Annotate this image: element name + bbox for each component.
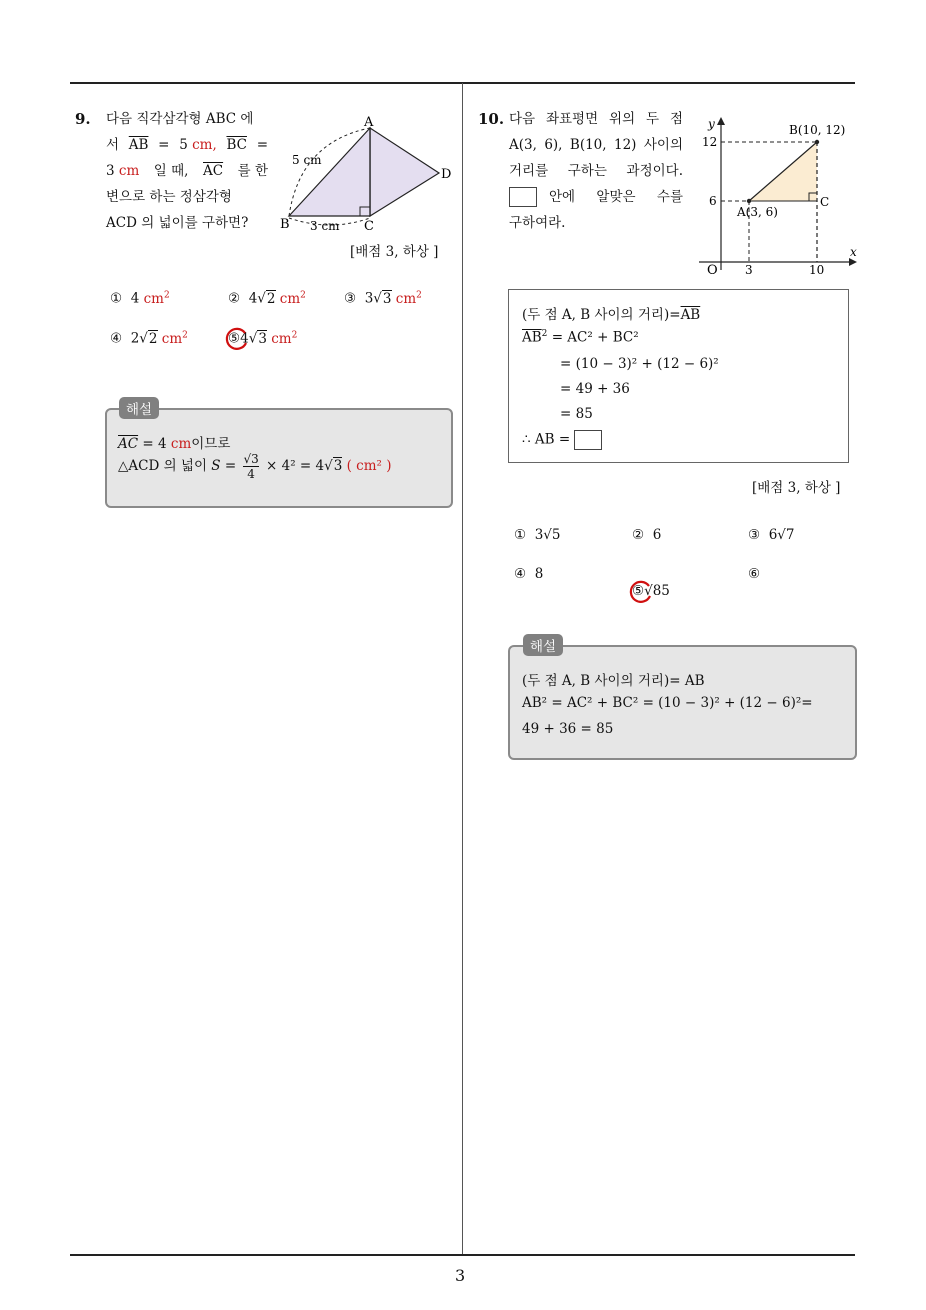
svg-text:12: 12: [702, 135, 718, 149]
svg-text:B(10, 12): B(10, 12): [789, 123, 846, 137]
q10-choice-1[interactable]: ① 3√5: [514, 527, 561, 543]
q10-solution-tag: 해설: [523, 634, 563, 656]
bottom-rule: [70, 1254, 855, 1256]
q10-choice-5[interactable]: ⑤√85: [632, 583, 926, 599]
q9-choice-5[interactable]: ⑤4√3 $cm^2$: [228, 330, 926, 347]
q10-number: 10.: [478, 110, 505, 128]
q10-coordinate-graph: [695, 112, 865, 277]
svg-text:10: 10: [809, 263, 825, 277]
process-line-2: $\overline{AB}^2 = AC^2 + BC^2$: [522, 329, 639, 346]
process-line-6: ∴ AB =: [522, 430, 602, 450]
q10-choice-6[interactable]: ⑥: [748, 566, 761, 582]
process-line-5: = 85: [560, 406, 593, 422]
process-line-4: = 49 + 36: [560, 381, 630, 397]
q10-choice-2[interactable]: ② 6: [632, 527, 662, 543]
svg-text:y: y: [708, 117, 715, 131]
page-number: 3: [455, 1266, 466, 1285]
label-bc-length: 3 cm: [310, 219, 340, 233]
svg-text:3: 3: [745, 263, 753, 277]
q9-choice-3[interactable]: ③ 3√3 $cm^2$: [344, 290, 422, 307]
q10-question: 다음 좌표평면 위의 두 점 A(3, 6), B(10, 12) 사이의 거리를 구하는 과정이다. 안에 알맞은 수를 구하여라.: [509, 111, 683, 231]
selected-answer-circle: [626, 578, 654, 606]
label-c: C: [364, 219, 374, 234]
column-divider: [462, 83, 463, 1255]
q9-solution-tag: 해설: [119, 397, 159, 419]
q10-choice-3[interactable]: ③ 6√7: [748, 527, 795, 543]
q9-solution-line2: △ACD 의 넓이 S = $\frac{√3}{4}$ × 4² = 4√3 ( cm² ): [118, 452, 392, 481]
q9-question: 다음 직각삼각형 ABC 에 서 $\overline{AB}$ = 5 cm, $\overline{BC}$ = 3 cm 일 때, $\overline{AC}$ 를 한 변으로 하는 정삼각형 ACD 의 넓이를 구하면?: [106, 111, 268, 231]
label-a: A: [364, 115, 374, 130]
q10-solution-line1: (두 점 A, B 사이의 거리)= AB: [522, 673, 705, 689]
q9-meta: [배점 3, 하상 ]: [350, 244, 439, 260]
label-ab-length: 5 cm: [292, 153, 322, 167]
svg-text:6: 6: [709, 194, 717, 208]
svg-text:O: O: [707, 263, 718, 277]
process-line-3: = (10 − 3)² + (12 − 6)²: [560, 356, 719, 372]
label-d: D: [441, 167, 452, 182]
q10-solution-line2: AB² = AC² + BC² = (10 − 3)² + (12 − 6)²=: [522, 695, 813, 711]
triangle-acd: [370, 128, 439, 216]
answer-blank-box: [574, 430, 602, 450]
q10-meta: [배점 3, 하상 ]: [752, 480, 841, 496]
q10-choice-4[interactable]: ④ 8: [514, 566, 544, 582]
process-line-1: (두 점 A, B 사이의 거리)$=\overline{AB}$: [522, 307, 701, 323]
q9-choice-4[interactable]: ④ 2√2 $cm^2$: [110, 330, 188, 347]
q9-solution-line1: $\overline{AC} = 4$ cm이므로: [118, 436, 231, 452]
q10-solution-line3: 49 + 36 = 85: [522, 721, 614, 737]
q9-choice-2[interactable]: ② 4√2 $cm^2$: [228, 290, 306, 307]
q9-choice-1[interactable]: ① 4 $cm^2$: [110, 290, 170, 307]
svg-text:C: C: [820, 195, 830, 209]
selected-answer-circle: [222, 325, 250, 353]
svg-text:A(3, 6): A(3, 6): [737, 205, 778, 219]
answer-blank-box: [509, 187, 537, 207]
q9-number: 9.: [75, 110, 91, 128]
q9-triangle-figure: [280, 112, 460, 237]
triangle-abc: [289, 128, 370, 216]
label-b: B: [280, 217, 290, 232]
svg-text:x: x: [850, 245, 857, 259]
